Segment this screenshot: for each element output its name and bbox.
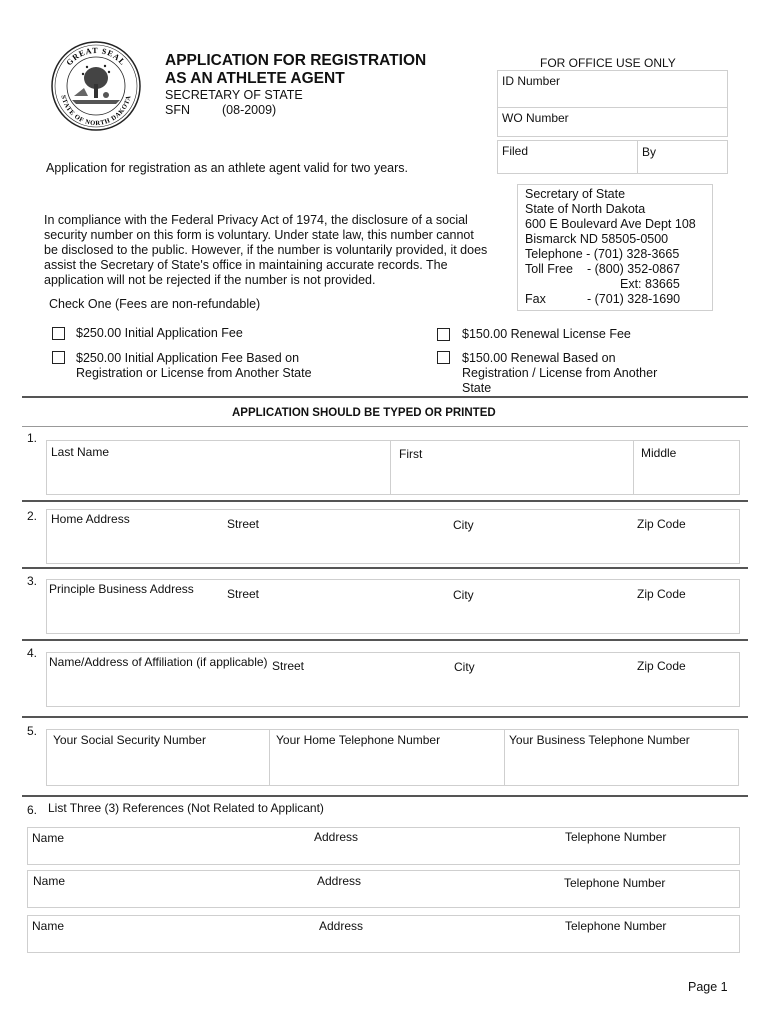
privacy-line-5: application will not be rejected if the number is not provided.: [44, 273, 376, 287]
reference-3-phone-label: Telephone Number: [565, 919, 667, 933]
divider: [22, 716, 748, 718]
id-number-label: ID Number: [502, 74, 561, 88]
middle-name-label: Middle: [641, 446, 677, 460]
address-line-4: Bismarck ND 58505-0500: [525, 232, 669, 246]
privacy-line-3: be disclosed to the public. However, if the number is voluntarily provided, it does: [44, 243, 488, 257]
divider: [633, 440, 634, 495]
divider: [22, 500, 748, 502]
home-zip-label: Zip Code: [637, 517, 686, 531]
home-address-field[interactable]: [46, 509, 740, 564]
divider: [22, 795, 748, 797]
affiliation-zip-label: Zip Code: [637, 659, 686, 673]
divider: [22, 396, 748, 398]
references-label: List Three (3) References (Not Related to Applicant): [48, 801, 324, 815]
divider: [390, 440, 391, 495]
renewal-fee-checkbox[interactable]: [437, 328, 450, 341]
address-line-3: 600 E Boulevard Ave Dept 108: [525, 217, 696, 231]
renewal-other-state-checkbox[interactable]: [437, 351, 450, 364]
tollfree-value: - (800) 352-0867: [587, 262, 681, 276]
seal-bottom-text: STATE OF NORTH DAKOTA: [59, 94, 133, 128]
business-zip-label: Zip Code: [637, 587, 686, 601]
renewal-other-state-label-2: Registration / License from Another: [462, 366, 658, 380]
privacy-line-2: security number on this form is voluntary. Under state law, this number cannot: [44, 228, 474, 242]
reference-1-name-label: Name: [32, 831, 65, 845]
initial-other-state-checkbox[interactable]: [52, 351, 65, 364]
reference-2-address-label: Address: [317, 874, 362, 888]
first-name-label: First: [399, 447, 423, 461]
divider: [504, 729, 505, 786]
agency-name: SECRETARY OF STATE: [165, 88, 303, 102]
form-title-line1: APPLICATION FOR REGISTRATION: [165, 52, 427, 69]
address-line-1: Secretary of State: [525, 187, 626, 201]
section-5-number: 5.: [27, 724, 38, 738]
business-city-label: City: [453, 588, 474, 602]
section-4-number: 4.: [27, 646, 38, 660]
home-city-label: City: [453, 518, 474, 532]
address-line-2: State of North Dakota: [525, 202, 646, 216]
full-name-field[interactable]: [46, 440, 740, 495]
divider: [22, 567, 748, 569]
sfn-label: SFN: [165, 103, 190, 117]
initial-fee-checkbox[interactable]: [52, 327, 65, 340]
office-use-heading: FOR OFFICE USE ONLY: [540, 56, 676, 70]
check-one-instruction: Check One (Fees are non-refundable): [49, 297, 261, 311]
typed-printed-notice: APPLICATION SHOULD BE TYPED OR PRINTED: [232, 407, 496, 419]
renewal-other-state-label-3: State: [462, 381, 492, 395]
initial-other-state-label-2: Registration or License from Another State: [76, 366, 312, 380]
reference-3-name-label: Name: [32, 919, 65, 933]
section-2-number: 2.: [27, 509, 38, 523]
business-street-label: Street: [227, 587, 260, 601]
last-name-label: Last Name: [51, 445, 110, 459]
affiliation-label: Name/Address of Affiliation (if applicable): [49, 655, 268, 669]
renewal-fee-label: $150.00 Renewal License Fee: [462, 327, 631, 341]
affiliation-street-label: Street: [272, 659, 305, 673]
filed-by-divider: [637, 140, 638, 174]
ssn-label: Your Social Security Number: [53, 733, 206, 747]
business-phone-label: Your Business Telephone Number: [509, 733, 690, 747]
home-street-label: Street: [227, 517, 260, 531]
home-phone-label: Your Home Telephone Number: [276, 733, 441, 747]
wo-number-label: WO Number: [502, 111, 569, 125]
divider: [22, 639, 748, 641]
divider: [269, 729, 270, 786]
divider: [22, 426, 748, 427]
section-6-number: 6.: [27, 803, 38, 817]
validity-statement: Application for registration as an athlete agent valid for two years.: [46, 161, 409, 175]
by-label: By: [642, 145, 657, 159]
state-seal-icon: [50, 40, 142, 132]
section-1-number: 1.: [27, 431, 38, 445]
privacy-line-1: In compliance with the Federal Privacy Act of 1974, the disclosure of a social: [44, 213, 468, 227]
sfn-value: (08-2009): [222, 103, 277, 117]
initial-other-state-label-1: $250.00 Initial Application Fee Based on: [76, 351, 300, 365]
reference-1-address-label: Address: [314, 830, 359, 844]
page-number: Page 1: [688, 980, 728, 994]
renewal-other-state-label-1: $150.00 Renewal Based on: [462, 351, 616, 365]
filed-label: Filed: [502, 144, 529, 158]
seal-top-text: GREAT SEAL: [64, 45, 128, 68]
form-title-line2: AS AN ATHLETE AGENT: [165, 70, 345, 87]
home-address-label: Home Address: [51, 512, 130, 526]
tollfree-label: Toll Free: [525, 262, 573, 276]
reference-1-phone-label: Telephone Number: [565, 830, 667, 844]
business-address-label: Principle Business Address: [49, 582, 194, 596]
telephone-line: Telephone - (701) 328-3665: [525, 247, 680, 261]
fax-value: - (701) 328-1690: [587, 292, 681, 306]
initial-fee-label: $250.00 Initial Application Fee: [76, 326, 243, 340]
reference-2-name-label: Name: [33, 874, 66, 888]
fax-label: Fax: [525, 292, 546, 306]
section-3-number: 3.: [27, 574, 38, 588]
privacy-line-4: assist the Secretary of State's office in maintaining accurate records. The: [44, 258, 448, 272]
filed-by-field[interactable]: [497, 140, 728, 174]
tollfree-ext: Ext: 83665: [620, 277, 680, 291]
reference-3-address-label: Address: [319, 919, 364, 933]
affiliation-city-label: City: [454, 660, 475, 674]
reference-2-phone-label: Telephone Number: [564, 876, 666, 890]
